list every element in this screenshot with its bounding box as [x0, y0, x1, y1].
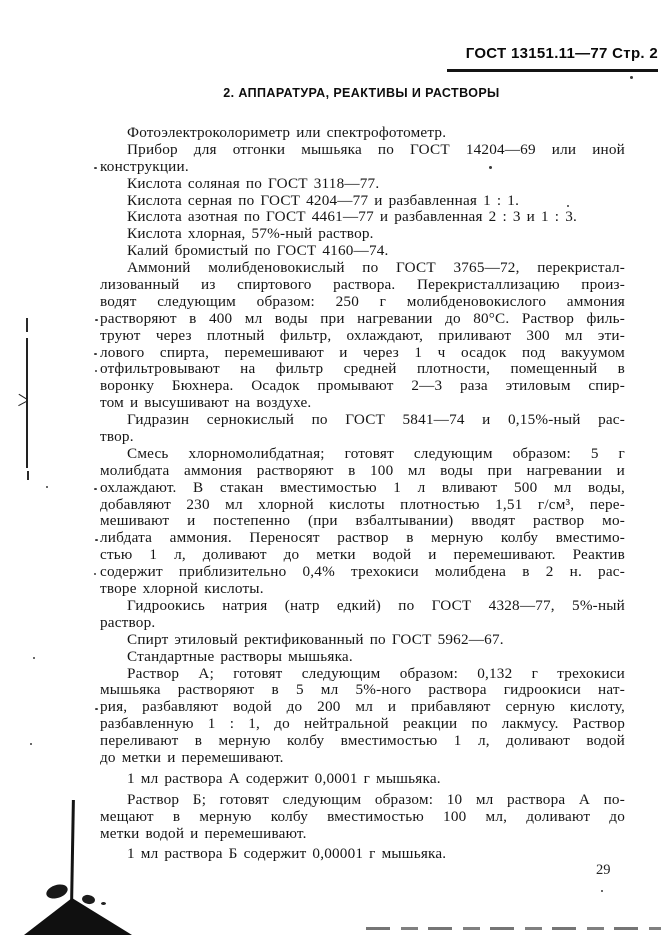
- text-line: Гидразин сернокислый по ГОСТ 5841—74 и 0,15%-ный рас-: [127, 411, 625, 429]
- text-line: конструкции.: [100, 157, 189, 175]
- text-line: Спирт этиловый ректификованный по ГОСТ 5962—67.: [127, 630, 504, 648]
- scan-speck: [95, 539, 98, 541]
- text-line: труют через плотный фильтр, охлаждают, приливают 300 мл эти-: [100, 326, 625, 344]
- scan-speck: [95, 708, 98, 710]
- text-line: Гидроокись натрия (натр едкий) по ГОСТ 4328—77, 5%-ный: [127, 596, 625, 614]
- scan-speck: [30, 743, 32, 745]
- text-line: до метки и перемешивают.: [100, 748, 284, 766]
- paragraph: [100, 412, 625, 446]
- paragraph: [100, 125, 625, 142]
- text-line: твор.: [100, 428, 134, 446]
- page-number: 29: [596, 862, 611, 878]
- paragraph: [100, 243, 625, 260]
- text-line: том и высушивают на воздухе.: [100, 394, 312, 412]
- margin-tick-mark: [27, 471, 29, 480]
- paragraph: [100, 598, 625, 632]
- page-edge-dashes: [366, 927, 661, 930]
- scan-speck: [567, 205, 569, 207]
- scan-speck: [95, 370, 97, 372]
- text-line: Кислота азотная по ГОСТ 4461—77 и разбавленная 2 : 3 и 1 : 3.: [127, 208, 578, 226]
- text-line: содержит приблизительно 0,4% трехокиси молибдена в 2 н. рас-: [100, 563, 625, 581]
- text-line: творе хлорной кислоты.: [100, 580, 264, 598]
- text-line: стью 1 л, доливают до метки водой и перемешивают. Реактив: [100, 546, 625, 564]
- text-line: переливают в мерную колбу вместимостью 1 л, доливают водой: [100, 732, 625, 750]
- text-line: Прибор для отгонки мышьяка по ГОСТ 14204—69 или иной: [127, 140, 625, 158]
- paragraph: [100, 846, 625, 863]
- paragraph: [100, 446, 625, 598]
- text-line: Калий бромистый по ГОСТ 4160—74.: [127, 242, 389, 260]
- text-line: Смесь хлорномолибдатная; готовят следующим образом: 5 г: [127, 444, 625, 462]
- scan-speck: [601, 890, 603, 892]
- text-line: воронку Бюхнера. Осадок промывают 2—3 раза этиловым спир-: [100, 377, 625, 395]
- scan-speck: [489, 166, 492, 169]
- text-line: либдата аммония. Переносят раствор в мерную колбу вместимо-: [100, 529, 625, 547]
- paragraph: [100, 649, 625, 666]
- text-line: охлаждают. В стакан вместимостью 1 л вливают 500 мл воды,: [100, 478, 625, 496]
- text-line: молибдата аммония растворяют в 100 мл воды при нагревании и: [100, 461, 625, 479]
- scan-speck: [94, 167, 97, 169]
- scan-speck: [94, 573, 96, 575]
- paragraph: [100, 771, 625, 788]
- paragraph: [100, 260, 625, 412]
- text-line: разбавленную 1 : 1, до нейтральной реакции по лакмусу. Раствор: [100, 715, 625, 733]
- paragraph: [100, 209, 625, 226]
- scan-speck: [94, 353, 97, 355]
- text-line: Стандартные растворы мышьяка.: [127, 647, 353, 665]
- text-line: Кислота соляная по ГОСТ 3118—77.: [127, 174, 380, 192]
- body-text: [100, 125, 625, 863]
- paragraph: [100, 792, 625, 843]
- paragraph: [100, 176, 625, 193]
- scan-speck: [95, 319, 98, 321]
- paragraph: [100, 666, 625, 767]
- text-line: Фотоэлектроколориметр или спектрофотометр.: [127, 124, 447, 141]
- paragraph: [100, 142, 625, 176]
- text-line: добавляют 230 мл хлорной кислоты плотностью 1,51 г/см³, пере-: [100, 495, 625, 513]
- scan-speck: [94, 488, 97, 490]
- text-line: лизованный из спиртового раствора. Перекристаллизацию произ-: [100, 276, 625, 294]
- paragraph: [100, 632, 625, 649]
- ink-blot: [101, 902, 106, 905]
- text-line: 1 мл раствора Б содержит 0,00001 г мышьяка.: [127, 845, 447, 863]
- text-line: мешивают и постепенно (при взбалтывании) вводят раствор мо-: [100, 512, 625, 530]
- ink-blot-spike: [70, 800, 74, 902]
- text-line: мышьяка растворяют в 5 мл 5%-ного раствора гидроокиси нат-: [100, 681, 625, 699]
- text-line: водят следующим образом: 250 г молибденовокислого аммония: [100, 292, 625, 310]
- margin-pencil-line: [26, 338, 28, 468]
- text-line: Раствор А; готовят следующим образом: 0,132 г трехокиси: [127, 664, 625, 682]
- text-line: растворяют в 400 мл воды при нагревании до 80°С. Раствор филь-: [100, 309, 625, 327]
- header-rule: [447, 69, 658, 72]
- text-line: Аммоний молибденовокислый по ГОСТ 3765—72, перекристал-: [127, 259, 625, 277]
- paragraph: [100, 193, 625, 210]
- running-header: ГОСТ 13151.11—77 Стр. 2: [465, 45, 658, 62]
- text-line: рия, разбавляют водой до 200 мл и прибавляют серную кислоту,: [100, 698, 625, 716]
- text-line: мещают в мерную колбу вместимостью 100 мл, доливают до: [100, 807, 625, 825]
- text-line: Кислота серная по ГОСТ 4204—77 и разбавленная 1 : 1.: [127, 191, 520, 209]
- scan-speck: [46, 486, 48, 488]
- scan-speck: [630, 76, 633, 79]
- margin-pencil-line: [26, 318, 28, 332]
- text-line: Кислота хлорная, 57%-ный раствор.: [127, 225, 374, 243]
- section-title: 2. АППАРАТУРА, РЕАКТИВЫ И РАСТВОРЫ: [223, 86, 500, 100]
- text-line: раствор.: [100, 613, 156, 631]
- text-line: метки водой и перемешивают.: [100, 824, 307, 842]
- ink-blot: [24, 898, 132, 935]
- text-line: отфильтровывают на фильтр средней плотности, помещенный в: [100, 360, 625, 378]
- text-line: Раствор Б; готовят следующим образом: 10 мл раствора А по-: [127, 790, 625, 808]
- text-line: лового спирта, перемешивают и через 1 ч осадок под вакуумом: [100, 343, 625, 361]
- scan-speck: [33, 657, 35, 659]
- text-line: 1 мл раствора А содержит 0,0001 г мышьяка.: [127, 769, 441, 787]
- paragraph: [100, 226, 625, 243]
